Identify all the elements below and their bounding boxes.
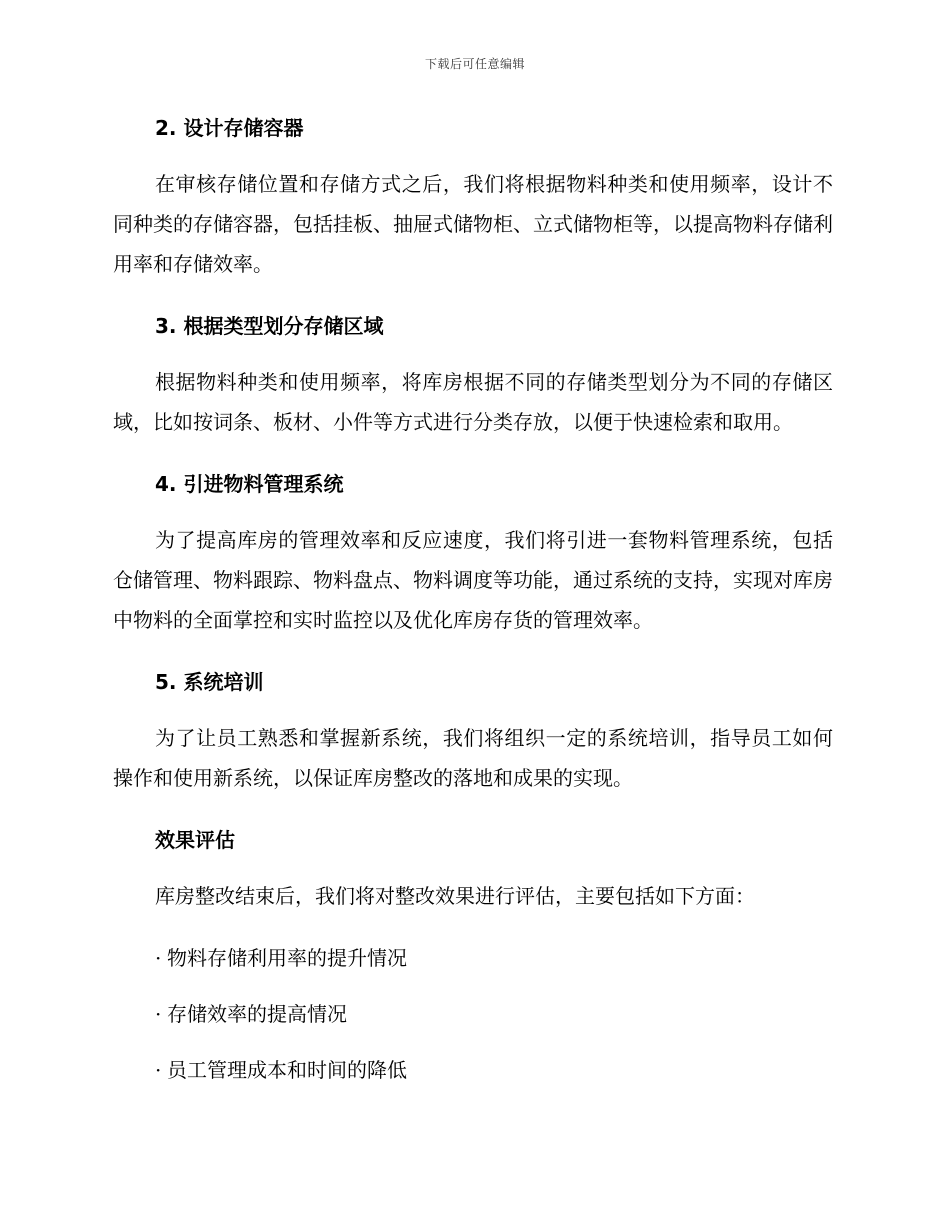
list-item xyxy=(113,938,833,978)
section-body-3: 根据物料种类和使用频率，将库房根据不同的存储类型划分为不同的存储区域，比如按词条、板材、小件等方式进行分类存放，以便于快速检索和取用。 xyxy=(113,370,833,434)
section-heading-3: 3. 根据类型划分存储区域 xyxy=(155,314,384,338)
evaluation-intro: 库房整改结束后，我们将对整改效果进行评估，主要包括如下方面： xyxy=(155,884,755,908)
section-body-4: 为了提高库房的管理效率和反应速度，我们将引进一套物料管理系统，包括仓储管理、物料跟踪、物料盘点、物料调度等功能，通过系统的支持，实现对库房中物料的全面掌控和实时监控以及优化库房存货的管理效率。 xyxy=(113,528,833,632)
list-item-text: 存储效率的提高情况 xyxy=(167,1002,347,1026)
section-heading-4: 4. 引进物料管理系统 xyxy=(155,472,344,496)
evaluation-heading: 效果评估 xyxy=(155,828,235,852)
section-heading-2: 2. 设计存储容器 xyxy=(155,116,304,140)
bullet-mark: · xyxy=(155,1058,162,1082)
bullet-mark: · xyxy=(155,946,162,970)
list-item xyxy=(113,1050,833,1090)
document-content xyxy=(113,108,833,1106)
page-header: 下载后可任意编辑 xyxy=(424,57,525,71)
section-heading-5: 5. 系统培训 xyxy=(155,670,264,694)
list-item-text: 员工管理成本和时间的降低 xyxy=(167,1058,407,1082)
section-body-2: 在审核存储位置和存储方式之后，我们将根据物料种类和使用频率，设计不同种类的存储容器，包括挂板、抽屉式储物柜、立式储物柜等，以提高物料存储利用率和存储效率。 xyxy=(113,172,833,276)
list-item-text: 物料存储利用率的提升情况 xyxy=(167,946,407,970)
list-item xyxy=(113,994,833,1034)
section-body-5: 为了让员工熟悉和掌握新系统，我们将组织一定的系统培训，指导员工如何操作和使用新系统，以保证库房整改的落地和成果的实现。 xyxy=(113,726,833,790)
bullet-mark: · xyxy=(155,1002,162,1026)
